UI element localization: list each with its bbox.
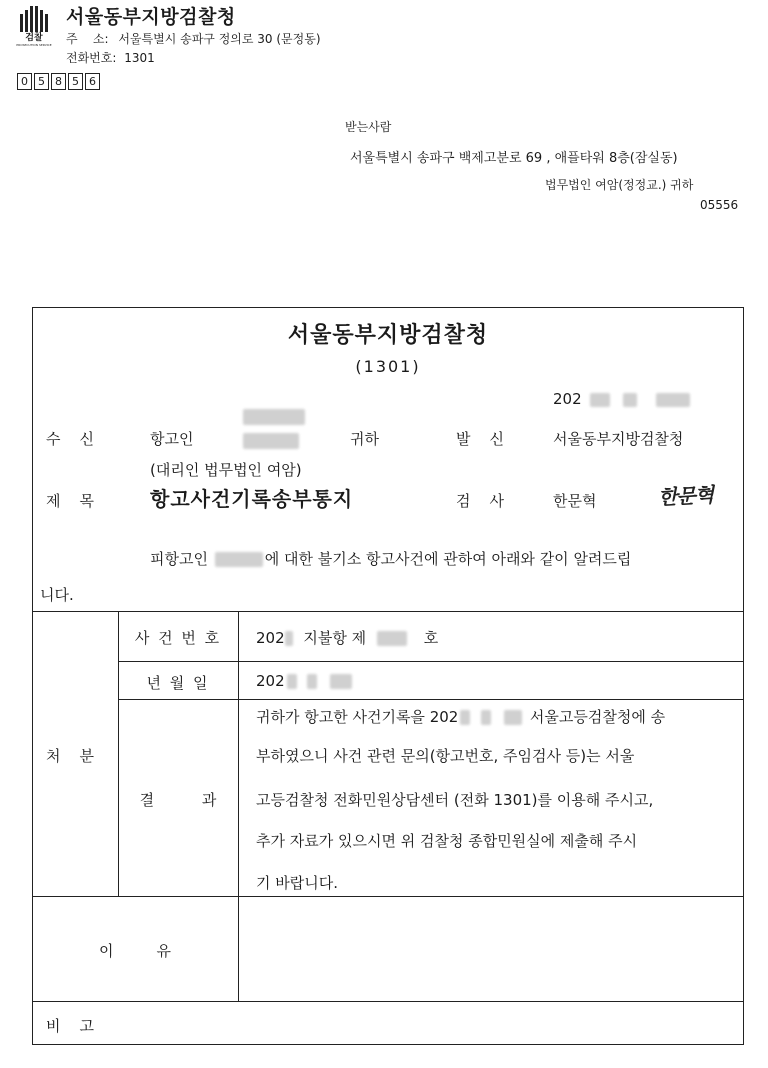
- address-label: 주 소:: [66, 32, 109, 46]
- divider: [118, 699, 744, 700]
- redacted-block: [504, 710, 522, 725]
- body-line-2: 니다.: [40, 586, 74, 604]
- logo-bars-icon: [14, 6, 54, 32]
- redacted-block: [460, 710, 470, 725]
- date-value: [256, 672, 352, 690]
- result-line-4: 추가 자료가 있으시면 위 검찰청 종합민원실에 제출해 주시: [256, 832, 638, 850]
- logo-subtext: PROSECUTION SERVICE: [16, 43, 52, 47]
- redacted-block: [285, 631, 293, 646]
- to-label: 수 신: [46, 430, 95, 448]
- redacted-name: [243, 409, 305, 449]
- remarks-label: 비 고: [46, 1017, 95, 1035]
- to-value: 항고인: [150, 430, 194, 448]
- result-line-1-prefix: 귀하가 항고한 사건기록을 202: [256, 708, 459, 726]
- redacted-block: [623, 393, 637, 407]
- redacted-block: [243, 409, 305, 425]
- logo-text: 검찰: [25, 33, 43, 43]
- prosecutor-label: 검 사: [456, 492, 505, 510]
- recipient-name: 법무법인 여암(정정교.) 귀하: [545, 178, 694, 192]
- phone-value: 1301: [124, 51, 155, 65]
- redacted-block: [307, 674, 317, 689]
- address-value: 서울특별시 송파구 정의로 30 (문정동): [118, 32, 321, 46]
- result-line-5: 기 바랍니다.: [256, 874, 338, 892]
- result-line-1: [256, 706, 665, 727]
- agent-line: (대리인 법무법인 여암): [150, 461, 302, 479]
- disposition-label: 처 분: [46, 747, 95, 765]
- redacted-block: [656, 393, 690, 407]
- case-no-mid: 지불항 제: [303, 629, 367, 647]
- subject-label: 제 목: [46, 492, 95, 510]
- issue-date-prefix: 202: [553, 390, 582, 408]
- case-number-value: [256, 627, 438, 648]
- redacted-block: [330, 674, 352, 689]
- body-suffix: 에 대한 불기소 항고사건에 관하여 아래와 같이 알려드립: [264, 550, 632, 568]
- recipient-label: 받는사람: [345, 120, 392, 134]
- org-name: 서울동부지방검찰청: [66, 6, 236, 28]
- result-line-1-suffix: 서울고등검찰청에 송: [529, 708, 666, 726]
- redacted-block: [243, 433, 299, 449]
- address-line: [66, 30, 321, 47]
- case-no-suffix: 호: [423, 629, 439, 647]
- reason-label: 이 유: [99, 942, 171, 960]
- phone-line: [66, 49, 155, 66]
- case-number-label: 사 건 번 호: [134, 629, 222, 647]
- form-title: 서울동부지방검찰청: [287, 323, 489, 348]
- recipient-postal: 05556: [700, 198, 739, 212]
- postal-digit: 8: [51, 73, 66, 90]
- redacted-block: [377, 631, 407, 646]
- postal-code-boxes: [17, 73, 100, 90]
- result-label: 결 과: [139, 791, 217, 809]
- body-prefix: 피항고인: [150, 550, 208, 568]
- date-value-prefix: 202: [256, 672, 285, 690]
- case-no-prefix: 202: [256, 629, 285, 647]
- divider: [118, 611, 119, 896]
- divider: [32, 611, 744, 612]
- prosecutor-value: 한문혁: [553, 492, 597, 510]
- redacted-block: [287, 674, 297, 689]
- to-suffix: 귀하: [350, 430, 379, 448]
- postal-digit: 0: [17, 73, 32, 90]
- issue-date: [553, 390, 690, 408]
- redacted-block: [590, 393, 610, 407]
- body-line-1: [150, 548, 631, 569]
- result-line-3: 고등검찰청 전화민원상담센터 (전화 1301)를 이용해 주시고,: [256, 791, 654, 809]
- subject-value: 항고사건기록송부통지: [150, 487, 354, 511]
- result-line-2: 부하였으니 사건 관련 문의(항고번호, 주임검사 등)는 서울: [256, 747, 635, 765]
- redacted-block: [481, 710, 491, 725]
- divider: [118, 661, 744, 662]
- postal-digit: 6: [85, 73, 100, 90]
- postal-digit: 5: [68, 73, 83, 90]
- phone-label: 전화번호:: [66, 51, 117, 65]
- postal-digit: 5: [34, 73, 49, 90]
- from-label: 발 신: [456, 430, 505, 448]
- divider: [238, 611, 239, 1001]
- form-code: (1301): [355, 357, 421, 376]
- divider: [32, 896, 744, 897]
- from-value: 서울동부지방검찰청: [553, 430, 684, 448]
- prosecutor-signature: 한문혁: [657, 482, 714, 510]
- prosecution-logo: [14, 6, 54, 56]
- redacted-block: [215, 552, 263, 567]
- divider: [32, 1001, 744, 1002]
- recipient-address: 서울특별시 송파구 백제고분로 69 , 애플타워 8층(잠실동): [350, 151, 678, 166]
- date-label: 년 월 일: [146, 674, 210, 692]
